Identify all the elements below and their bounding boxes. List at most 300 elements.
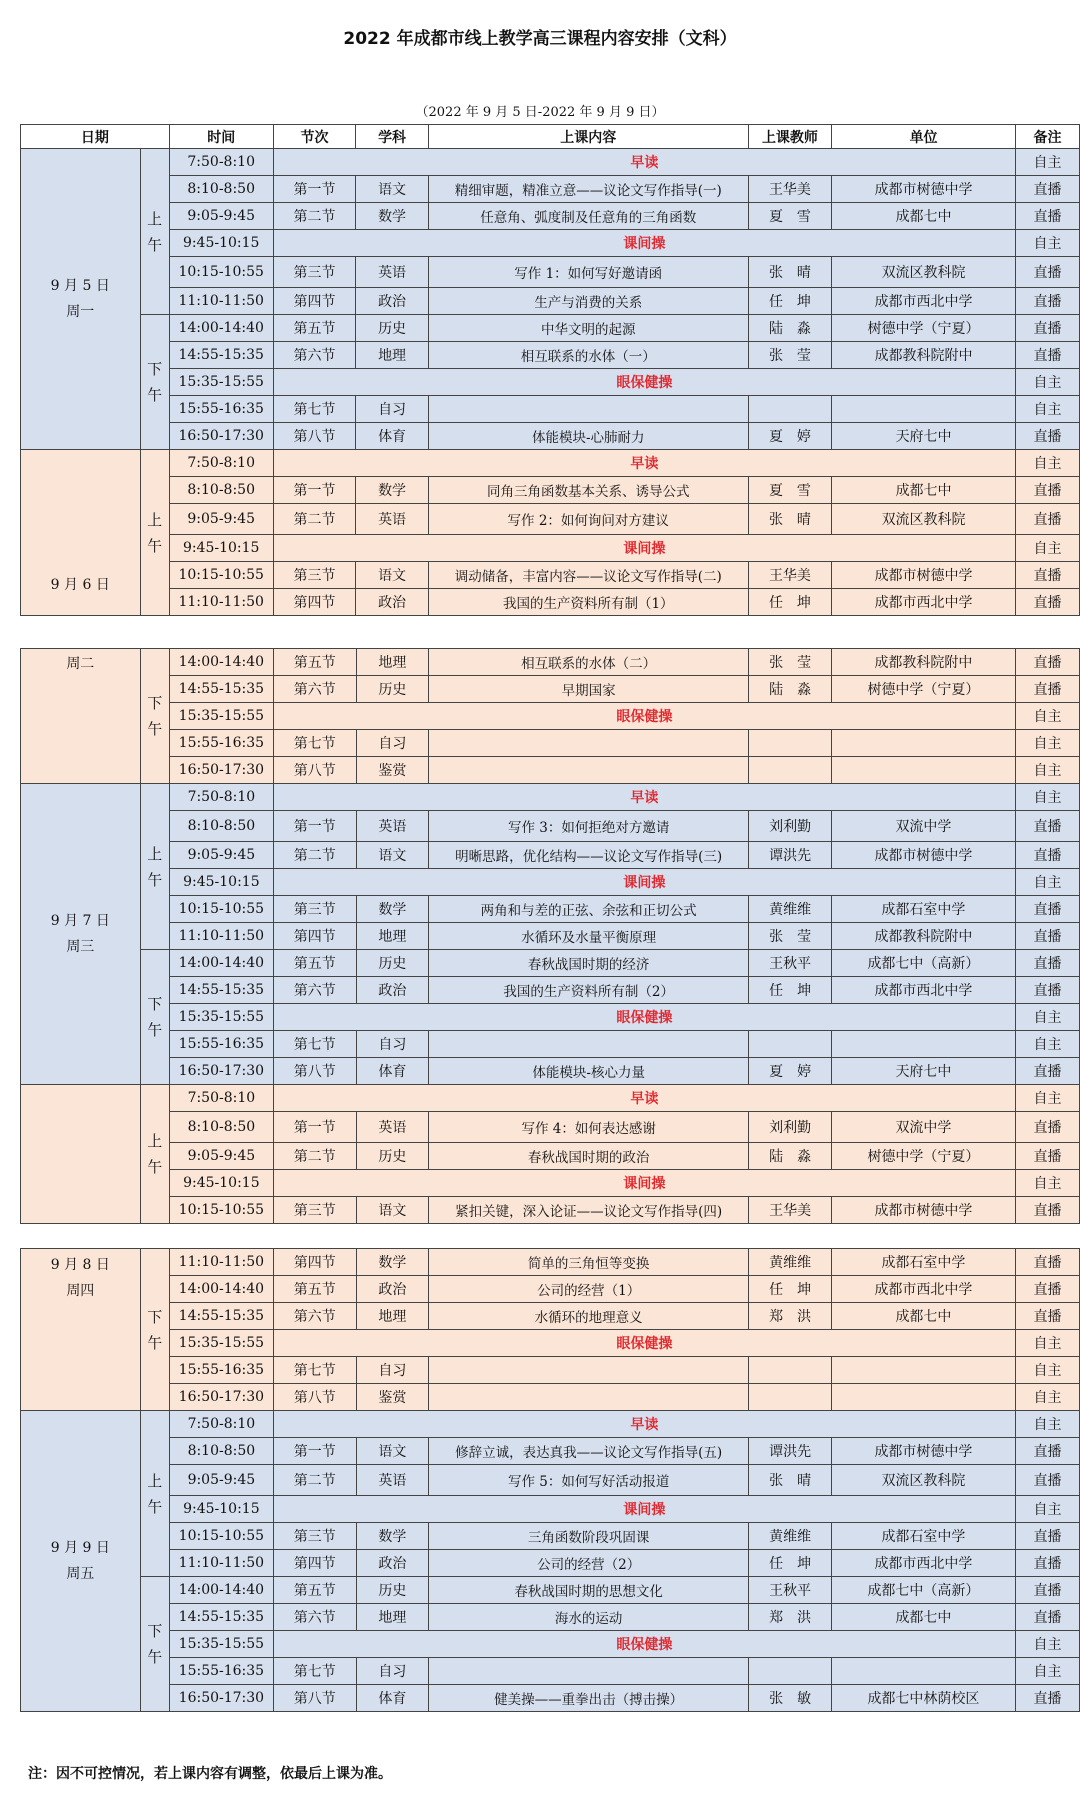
time-cell: 7:50-8:10 xyxy=(169,1085,273,1112)
period-cell: 第八节 xyxy=(273,757,356,784)
period-cell: 第一节 xyxy=(273,811,356,842)
period-cell: 第六节 xyxy=(273,1604,356,1631)
subject-cell: 历史 xyxy=(356,315,428,342)
teacher-cell: 黄维维 xyxy=(749,896,832,923)
remark-cell: 自主 xyxy=(1015,230,1079,257)
half-day-label: 上 xyxy=(147,510,163,529)
remark-cell: 直播 xyxy=(1015,315,1079,342)
subject-cell: 英语 xyxy=(356,504,428,535)
half-day-label: 下 xyxy=(147,694,163,712)
time-cell: 9:05-9:45 xyxy=(169,1143,273,1170)
content-cell: 公司的经营（2） xyxy=(429,1550,749,1577)
schedule-row xyxy=(21,176,1080,203)
unit-cell xyxy=(831,1658,1015,1685)
content-cell xyxy=(429,730,749,757)
subject-cell: 体育 xyxy=(356,1685,429,1712)
column-header: 备注 xyxy=(1015,125,1079,149)
time-cell: 15:35-15:55 xyxy=(169,1004,273,1031)
remark-cell: 直播 xyxy=(1015,203,1079,230)
unit-cell: 树德中学（宁夏） xyxy=(832,315,1016,342)
subject-cell: 数学 xyxy=(356,203,428,230)
time-cell: 9:45-10:15 xyxy=(169,230,273,257)
teacher-cell: 谭洪先 xyxy=(749,842,832,869)
schedule-row xyxy=(21,369,1080,396)
break-label: 课间操 xyxy=(273,869,1015,896)
schedule-row xyxy=(21,1085,1080,1112)
time-cell: 11:10-11:50 xyxy=(169,1550,273,1577)
schedule-row xyxy=(21,1058,1080,1085)
remark-cell: 直播 xyxy=(1015,176,1079,203)
date-line xyxy=(21,494,140,520)
period-cell: 第四节 xyxy=(273,589,356,616)
subject-cell: 自习 xyxy=(356,1658,429,1685)
schedule-row xyxy=(21,1658,1080,1685)
unit-cell: 成都七中（高新） xyxy=(831,950,1015,977)
schedule-row xyxy=(21,1170,1080,1197)
half-day-cell xyxy=(140,1249,169,1411)
time-cell: 15:35-15:55 xyxy=(169,369,273,396)
subject-cell: 英语 xyxy=(356,811,429,842)
subject-cell: 语文 xyxy=(356,176,428,203)
unit-cell: 成都教科院附中 xyxy=(831,649,1015,676)
teacher-cell: 任 坤 xyxy=(748,589,831,616)
column-header: 时间 xyxy=(169,125,273,149)
period-cell: 第七节 xyxy=(273,1031,356,1058)
subject-cell: 语文 xyxy=(356,1197,429,1224)
time-cell: 16:50-17:30 xyxy=(169,1685,273,1712)
subject-cell: 自习 xyxy=(356,1357,429,1384)
half-day-cell xyxy=(140,1577,169,1712)
schedule-row xyxy=(21,450,1080,477)
content-cell: 海水的运动 xyxy=(429,1604,749,1631)
schedule-row xyxy=(21,230,1080,257)
schedule-row xyxy=(21,1031,1080,1058)
teacher-cell: 陆 淼 xyxy=(748,315,831,342)
teacher-cell: 任 坤 xyxy=(748,288,831,315)
half-day-label: 上 xyxy=(147,844,163,863)
subject-cell: 历史 xyxy=(356,1577,429,1604)
content-cell: 同角三角函数基本关系、诱导公式 xyxy=(428,477,748,504)
half-day-label: 下 xyxy=(147,1622,163,1640)
time-cell: 10:15-10:55 xyxy=(169,562,273,589)
period-cell: 第五节 xyxy=(273,1577,356,1604)
teacher-cell: 夏 雪 xyxy=(748,477,831,504)
remark-cell: 直播 xyxy=(1015,950,1079,977)
subject-cell: 政治 xyxy=(356,589,428,616)
period-cell: 第二节 xyxy=(273,842,356,869)
period-cell: 第三节 xyxy=(273,896,356,923)
date-line xyxy=(21,1356,140,1382)
subject-cell: 数学 xyxy=(356,1249,429,1276)
unit-cell: 双流区教科院 xyxy=(832,257,1016,288)
time-cell: 9:45-10:15 xyxy=(169,869,273,896)
teacher-cell: 夏 雪 xyxy=(748,203,831,230)
content-cell: 相互联系的水体（一） xyxy=(428,342,748,369)
teacher-cell: 张 晴 xyxy=(748,257,831,288)
half-day-label: 午 xyxy=(147,1021,163,1039)
half-day-label: 午 xyxy=(147,1158,163,1176)
content-cell: 调动储备，丰富内容——议论文写作指导(二) xyxy=(428,562,748,589)
time-cell: 16:50-17:30 xyxy=(169,1384,273,1411)
period-cell: 第一节 xyxy=(273,477,356,504)
content-cell: 水循环的地理意义 xyxy=(429,1303,749,1330)
schedule-row xyxy=(21,1143,1080,1170)
teacher-cell xyxy=(749,1357,832,1384)
content-cell: 简单的三角恒等变换 xyxy=(429,1249,749,1276)
subject-cell: 自习 xyxy=(356,396,428,423)
time-cell: 10:15-10:55 xyxy=(169,1523,273,1550)
unit-cell xyxy=(831,1031,1015,1058)
time-cell: 15:55-16:35 xyxy=(169,1357,273,1384)
time-cell: 8:10-8:50 xyxy=(169,477,273,504)
unit-cell: 成都市西北中学 xyxy=(832,589,1016,616)
date-line: 9 月 8 日 xyxy=(50,1256,110,1273)
subject-cell: 自习 xyxy=(356,1031,429,1058)
remark-cell: 直播 xyxy=(1015,477,1079,504)
time-cell: 9:45-10:15 xyxy=(169,535,273,562)
date-line xyxy=(21,729,140,755)
period-cell: 第四节 xyxy=(273,1249,356,1276)
remark-cell: 直播 xyxy=(1015,977,1079,1004)
date-line xyxy=(21,1304,140,1330)
remark-cell: 自主 xyxy=(1015,1384,1079,1411)
remark-cell: 直播 xyxy=(1015,842,1079,869)
schedule-row xyxy=(21,562,1080,589)
schedule-row xyxy=(21,1496,1080,1523)
date-cell xyxy=(21,450,141,616)
time-cell: 10:15-10:55 xyxy=(169,1197,273,1224)
unit-cell: 成都教科院附中 xyxy=(832,342,1016,369)
subject-cell: 历史 xyxy=(356,950,429,977)
footnote: 注：因不可控情况，若上课内容有调整，依最后上课为准。 xyxy=(28,1766,392,1782)
unit-cell: 成都七中林荫校区 xyxy=(831,1685,1015,1712)
content-cell: 我国的生产资料所有制（1） xyxy=(428,589,748,616)
half-day-label: 午 xyxy=(147,1497,163,1516)
unit-cell: 成都七中 xyxy=(831,1303,1015,1330)
schedule-row xyxy=(21,1685,1080,1712)
subject-cell: 鉴赏 xyxy=(356,1384,429,1411)
half-day-cell xyxy=(140,950,169,1085)
half-day-cell xyxy=(140,784,169,950)
schedule-row xyxy=(21,1197,1080,1224)
remark-cell: 自主 xyxy=(1015,535,1079,562)
remark-cell: 自主 xyxy=(1015,1411,1079,1438)
time-cell: 10:15-10:55 xyxy=(169,896,273,923)
time-cell: 15:55-16:35 xyxy=(169,730,273,757)
date-line: 周二 xyxy=(66,656,95,672)
schedule-row xyxy=(21,589,1080,616)
period-cell: 第八节 xyxy=(273,423,356,450)
schedule-row xyxy=(21,1550,1080,1577)
date-line xyxy=(21,468,140,494)
subject-cell: 英语 xyxy=(356,1112,429,1143)
teacher-cell xyxy=(749,1384,832,1411)
half-day-label: 午 xyxy=(147,720,163,738)
teacher-cell: 夏 婷 xyxy=(749,1058,832,1085)
subject-cell: 历史 xyxy=(356,676,429,703)
time-cell: 9:05-9:45 xyxy=(169,1465,273,1496)
time-cell: 8:10-8:50 xyxy=(169,1438,273,1465)
column-header: 节次 xyxy=(273,125,356,149)
teacher-cell: 任 坤 xyxy=(749,977,832,1004)
teacher-cell xyxy=(749,730,832,757)
date-cell xyxy=(21,1085,141,1224)
time-cell: 9:05-9:45 xyxy=(169,504,273,535)
subject-cell: 语文 xyxy=(356,562,428,589)
time-cell: 14:55-15:35 xyxy=(169,977,273,1004)
date-line: 周四 xyxy=(66,1282,95,1299)
unit-cell: 树德中学（宁夏） xyxy=(831,676,1015,703)
teacher-cell: 张 敏 xyxy=(749,1685,832,1712)
teacher-cell: 王华美 xyxy=(748,562,831,589)
half-day-cell xyxy=(140,649,169,784)
subject-cell: 地理 xyxy=(356,1303,429,1330)
remark-cell: 直播 xyxy=(1015,1303,1079,1330)
period-cell: 第八节 xyxy=(273,1685,356,1712)
time-cell: 9:05-9:45 xyxy=(169,842,273,869)
unit-cell: 树德中学（宁夏） xyxy=(831,1143,1015,1170)
schedule-row xyxy=(21,784,1080,811)
content-cell: 精细审题，精准立意——议论文写作指导(一) xyxy=(428,176,748,203)
content-cell: 我国的生产资料所有制（2） xyxy=(429,977,749,1004)
schedule-row xyxy=(21,1112,1080,1143)
schedule-row xyxy=(21,1249,1080,1276)
schedule-table-1 xyxy=(20,124,1080,616)
remark-cell: 直播 xyxy=(1015,1550,1079,1577)
schedule-row xyxy=(21,1604,1080,1631)
time-cell: 14:00-14:40 xyxy=(169,950,273,977)
break-label: 眼保健操 xyxy=(273,1330,1015,1357)
remark-cell: 自主 xyxy=(1015,369,1079,396)
unit-cell: 成都石室中学 xyxy=(831,1249,1015,1276)
period-cell: 第七节 xyxy=(273,1357,356,1384)
period-cell: 第六节 xyxy=(273,977,356,1004)
time-cell: 15:35-15:55 xyxy=(169,1330,273,1357)
unit-cell: 成都市西北中学 xyxy=(831,1276,1015,1303)
remark-cell: 自主 xyxy=(1015,1085,1079,1112)
remark-cell: 直播 xyxy=(1015,811,1079,842)
unit-cell: 成都七中 xyxy=(832,477,1016,504)
teacher-cell: 张 莹 xyxy=(749,923,832,950)
break-label: 早读 xyxy=(273,1085,1015,1112)
schedule-table-3 xyxy=(20,1248,1080,1712)
date-line xyxy=(21,546,140,572)
time-cell: 11:10-11:50 xyxy=(169,288,273,315)
remark-cell: 直播 xyxy=(1015,649,1079,676)
time-cell: 14:55-15:35 xyxy=(169,1303,273,1330)
period-cell: 第六节 xyxy=(273,1303,356,1330)
remark-cell: 自主 xyxy=(1015,784,1079,811)
subject-cell: 体育 xyxy=(356,423,428,450)
schedule-row xyxy=(21,676,1080,703)
time-cell: 8:10-8:50 xyxy=(169,811,273,842)
content-cell: 相互联系的水体（二） xyxy=(429,649,749,676)
date-line xyxy=(21,677,140,703)
teacher-cell: 刘利勤 xyxy=(749,811,832,842)
remark-cell: 自主 xyxy=(1015,1330,1079,1357)
unit-cell: 成都市树德中学 xyxy=(832,176,1016,203)
remark-cell: 自主 xyxy=(1015,1004,1079,1031)
schedule-row xyxy=(21,1577,1080,1604)
remark-cell: 直播 xyxy=(1015,589,1079,616)
content-cell: 健美操——重拳出击（搏击操） xyxy=(429,1685,749,1712)
unit-cell: 成都七中（高新） xyxy=(831,1577,1015,1604)
unit-cell: 成都市西北中学 xyxy=(832,288,1016,315)
period-cell: 第四节 xyxy=(273,288,356,315)
period-cell: 第二节 xyxy=(273,504,356,535)
remark-cell: 直播 xyxy=(1015,342,1079,369)
break-label: 眼保健操 xyxy=(273,703,1015,730)
time-cell: 9:45-10:15 xyxy=(169,1496,273,1523)
schedule-row xyxy=(21,869,1080,896)
remark-cell: 自主 xyxy=(1015,450,1079,477)
unit-cell: 成都石室中学 xyxy=(831,896,1015,923)
half-day-label: 午 xyxy=(147,870,163,889)
date-line: 9 月 9 日 xyxy=(50,1540,110,1556)
period-cell: 第六节 xyxy=(273,342,356,369)
remark-cell: 直播 xyxy=(1015,288,1079,315)
half-day-label: 上 xyxy=(147,1471,163,1490)
column-header: 日期 xyxy=(21,125,170,149)
time-cell: 14:55-15:35 xyxy=(169,1604,273,1631)
teacher-cell: 张 莹 xyxy=(749,649,832,676)
content-cell xyxy=(429,1658,749,1685)
date-line xyxy=(21,520,140,546)
content-cell: 春秋战国时期的思想文化 xyxy=(429,1577,749,1604)
unit-cell xyxy=(831,1384,1015,1411)
teacher-cell: 任 坤 xyxy=(749,1550,832,1577)
period-cell: 第三节 xyxy=(273,257,356,288)
content-cell: 春秋战国时期的政治 xyxy=(429,1143,749,1170)
content-cell: 明晰思路，优化结构——议论文写作指导(三) xyxy=(429,842,749,869)
time-cell: 11:10-11:50 xyxy=(169,1249,273,1276)
unit-cell: 成都市西北中学 xyxy=(831,977,1015,1004)
half-day-label: 午 xyxy=(147,235,163,254)
subject-cell: 数学 xyxy=(356,896,429,923)
time-cell: 15:35-15:55 xyxy=(169,703,273,730)
period-cell: 第三节 xyxy=(273,562,356,589)
unit-cell: 成都市树德中学 xyxy=(831,1438,1015,1465)
date-cell xyxy=(21,149,141,450)
period-cell: 第五节 xyxy=(273,315,356,342)
schedule-row xyxy=(21,1631,1080,1658)
unit-cell: 双流中学 xyxy=(831,811,1015,842)
subject-cell: 数学 xyxy=(356,477,428,504)
break-label: 眼保健操 xyxy=(273,1004,1015,1031)
unit-cell: 天府七中 xyxy=(831,1058,1015,1085)
time-cell: 14:55-15:35 xyxy=(169,676,273,703)
time-cell: 14:00-14:40 xyxy=(169,1577,273,1604)
break-label: 早读 xyxy=(273,450,1015,477)
remark-cell: 直播 xyxy=(1015,1465,1079,1496)
date-line: 9 月 7 日 xyxy=(50,913,110,929)
date-line xyxy=(21,1330,140,1356)
content-cell: 两角和与差的正弦、余弦和正切公式 xyxy=(429,896,749,923)
half-day-cell xyxy=(140,149,169,315)
unit-cell: 双流区教科院 xyxy=(831,1465,1015,1496)
content-cell xyxy=(428,396,748,423)
half-day-label: 上 xyxy=(147,209,163,228)
teacher-cell: 郑 洪 xyxy=(749,1303,832,1330)
unit-cell: 双流中学 xyxy=(831,1112,1015,1143)
content-cell xyxy=(429,1357,749,1384)
unit-cell: 成都教科院附中 xyxy=(831,923,1015,950)
date-line xyxy=(21,1141,140,1167)
subject-cell: 政治 xyxy=(356,977,429,1004)
subject-cell: 自习 xyxy=(356,730,429,757)
subject-cell: 政治 xyxy=(356,1550,429,1577)
time-cell: 14:00-14:40 xyxy=(169,649,273,676)
unit-cell: 天府七中 xyxy=(832,423,1016,450)
subject-cell: 英语 xyxy=(356,1465,429,1496)
half-day-cell xyxy=(140,1411,169,1577)
date-line: 周三 xyxy=(66,939,95,955)
period-cell: 第八节 xyxy=(273,1384,356,1411)
time-cell: 7:50-8:10 xyxy=(169,1411,273,1438)
schedule-row xyxy=(21,1330,1080,1357)
schedule-row xyxy=(21,535,1080,562)
subject-cell: 政治 xyxy=(356,288,428,315)
half-day-label: 上 xyxy=(147,1132,163,1150)
date-cell xyxy=(21,649,141,784)
time-cell: 16:50-17:30 xyxy=(169,757,273,784)
teacher-cell: 王华美 xyxy=(748,176,831,203)
remark-cell: 直播 xyxy=(1015,1604,1079,1631)
schedule-row xyxy=(21,649,1080,676)
unit-cell: 成都市树德中学 xyxy=(831,842,1015,869)
content-cell: 三角函数阶段巩固课 xyxy=(429,1523,749,1550)
time-cell: 15:35-15:55 xyxy=(169,1631,273,1658)
content-cell xyxy=(429,1384,749,1411)
schedule-row xyxy=(21,342,1080,369)
schedule-row xyxy=(21,1438,1080,1465)
period-cell: 第三节 xyxy=(273,1197,356,1224)
period-cell: 第五节 xyxy=(273,1276,356,1303)
remark-cell: 直播 xyxy=(1015,676,1079,703)
break-label: 课间操 xyxy=(273,1496,1015,1523)
teacher-cell: 黄维维 xyxy=(749,1249,832,1276)
schedule-row xyxy=(21,977,1080,1004)
subject-cell: 地理 xyxy=(356,649,429,676)
period-cell: 第一节 xyxy=(273,176,356,203)
period-cell: 第七节 xyxy=(273,396,356,423)
teacher-cell xyxy=(748,396,831,423)
remark-cell: 直播 xyxy=(1015,504,1079,535)
schedule-row xyxy=(21,923,1080,950)
schedule-row xyxy=(21,315,1080,342)
column-header: 上课内容 xyxy=(428,125,748,149)
remark-cell: 直播 xyxy=(1015,1058,1079,1085)
subject-cell: 历史 xyxy=(356,1143,429,1170)
time-cell: 15:55-16:35 xyxy=(169,1031,273,1058)
remark-cell: 直播 xyxy=(1015,1438,1079,1465)
remark-cell: 直播 xyxy=(1015,1577,1079,1604)
teacher-cell: 王华美 xyxy=(749,1197,832,1224)
schedule-row xyxy=(21,149,1080,176)
time-cell: 7:50-8:10 xyxy=(169,784,273,811)
schedule-row xyxy=(21,1004,1080,1031)
content-cell: 写作 1：如何写好邀请函 xyxy=(428,257,748,288)
content-cell: 写作 2：如何询问对方建议 xyxy=(428,504,748,535)
content-cell xyxy=(429,757,749,784)
period-cell: 第二节 xyxy=(273,1465,356,1496)
schedule-row xyxy=(21,477,1080,504)
subject-cell: 语文 xyxy=(356,1438,429,1465)
break-label: 课间操 xyxy=(273,535,1015,562)
period-cell: 第七节 xyxy=(273,730,356,757)
time-cell: 9:05-9:45 xyxy=(169,203,273,230)
subject-cell: 语文 xyxy=(356,842,429,869)
